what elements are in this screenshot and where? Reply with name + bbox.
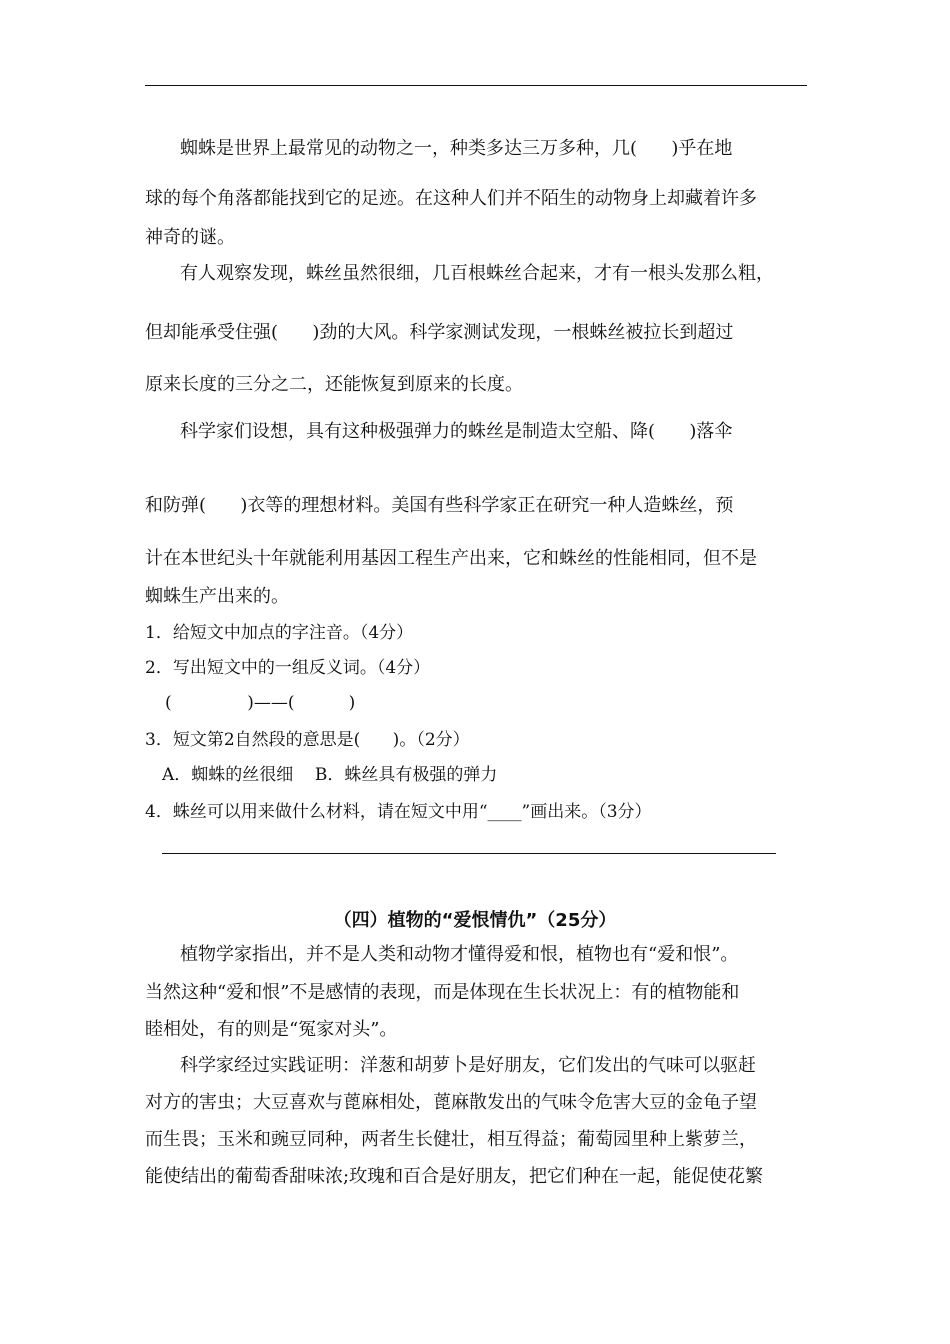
question-4: 4．蛛丝可以用来做什么材料，请在短文中用“____”画出来。（3分） bbox=[145, 802, 652, 822]
passage-line: 有人观察发现，蛛丝虽然很细，几百根蛛丝合起来，才有一根头发那么粗， bbox=[180, 263, 774, 284]
passage-line: 对方的害虫；大豆喜欢与蓖麻相处，蓖麻散发出的气味令危害大豆的金龟子望 bbox=[145, 1092, 757, 1113]
passage-line: 当然这种“爱和恨”不是感情的表现，而是体现在生长状况上：有的植物能和 bbox=[145, 982, 740, 1003]
passage-line: 原来长度的三分之二，还能恢复到原来的长度。 bbox=[145, 374, 523, 395]
passage-line: 和防弹( )衣等的理想材料。美国有些科学家正在研究一种人造蛛丝，预 bbox=[145, 495, 734, 516]
passage-line: 而生畏；玉米和豌豆同种，两者生长健壮，相互得益；葡萄园里种上紫萝兰， bbox=[145, 1129, 757, 1150]
question-3-options: A．蜘蛛的丝很细 B．蛛丝具有极强的弹力 bbox=[162, 765, 498, 785]
section-divider bbox=[162, 853, 776, 854]
question-3: 3．短文第2自然段的意思是( )。（2分） bbox=[145, 730, 470, 750]
passage-line: 科学家们设想，具有这种极强弹力的蛛丝是制造太空船、降( )落伞 bbox=[180, 421, 733, 442]
passage-line: 神奇的谜。 bbox=[145, 227, 235, 248]
passage-line: 但却能承受住强( )劲的大风。科学家测试发现，一根蛛丝被拉长到超过 bbox=[145, 322, 734, 343]
passage-line: 科学家经过实践证明：洋葱和胡萝卜是好朋友，它们发出的气味可以驱赶 bbox=[180, 1055, 756, 1076]
top-rule bbox=[145, 85, 807, 86]
passage-line: 球的每个角落都能找到它的足迹。在这种人们并不陌生的动物身上却藏着许多 bbox=[145, 188, 757, 209]
passage-line: 蜘蛛是世界上最常见的动物之一，种类多达三万多种，几( )乎在地 bbox=[180, 138, 733, 159]
passage-line: 植物学家指出，并不是人类和动物才懂得爱和恨，植物也有“爱和恨”。 bbox=[180, 944, 739, 965]
passage-line: 能使结出的葡萄香甜味浓;玫瑰和百合是好朋友，把它们种在一起，能促使花繁 bbox=[145, 1166, 764, 1187]
passage-line: 睦相处，有的则是“冤家对头”。 bbox=[145, 1019, 398, 1040]
question-2: 2．写出短文中的一组反义词。（4分） bbox=[145, 658, 431, 678]
question-1: 1．给短文中加点的字注音。（4分） bbox=[145, 623, 414, 643]
passage-line: 蜘蛛生产出来的。 bbox=[145, 586, 289, 607]
section-title: （四）植物的“爱恨情仇”（25分） bbox=[333, 910, 617, 931]
question-2-blank: ( )——( ) bbox=[165, 693, 356, 713]
passage-line: 计在本世纪头十年就能利用基因工程生产出来，它和蛛丝的性能相同，但不是 bbox=[145, 548, 757, 569]
